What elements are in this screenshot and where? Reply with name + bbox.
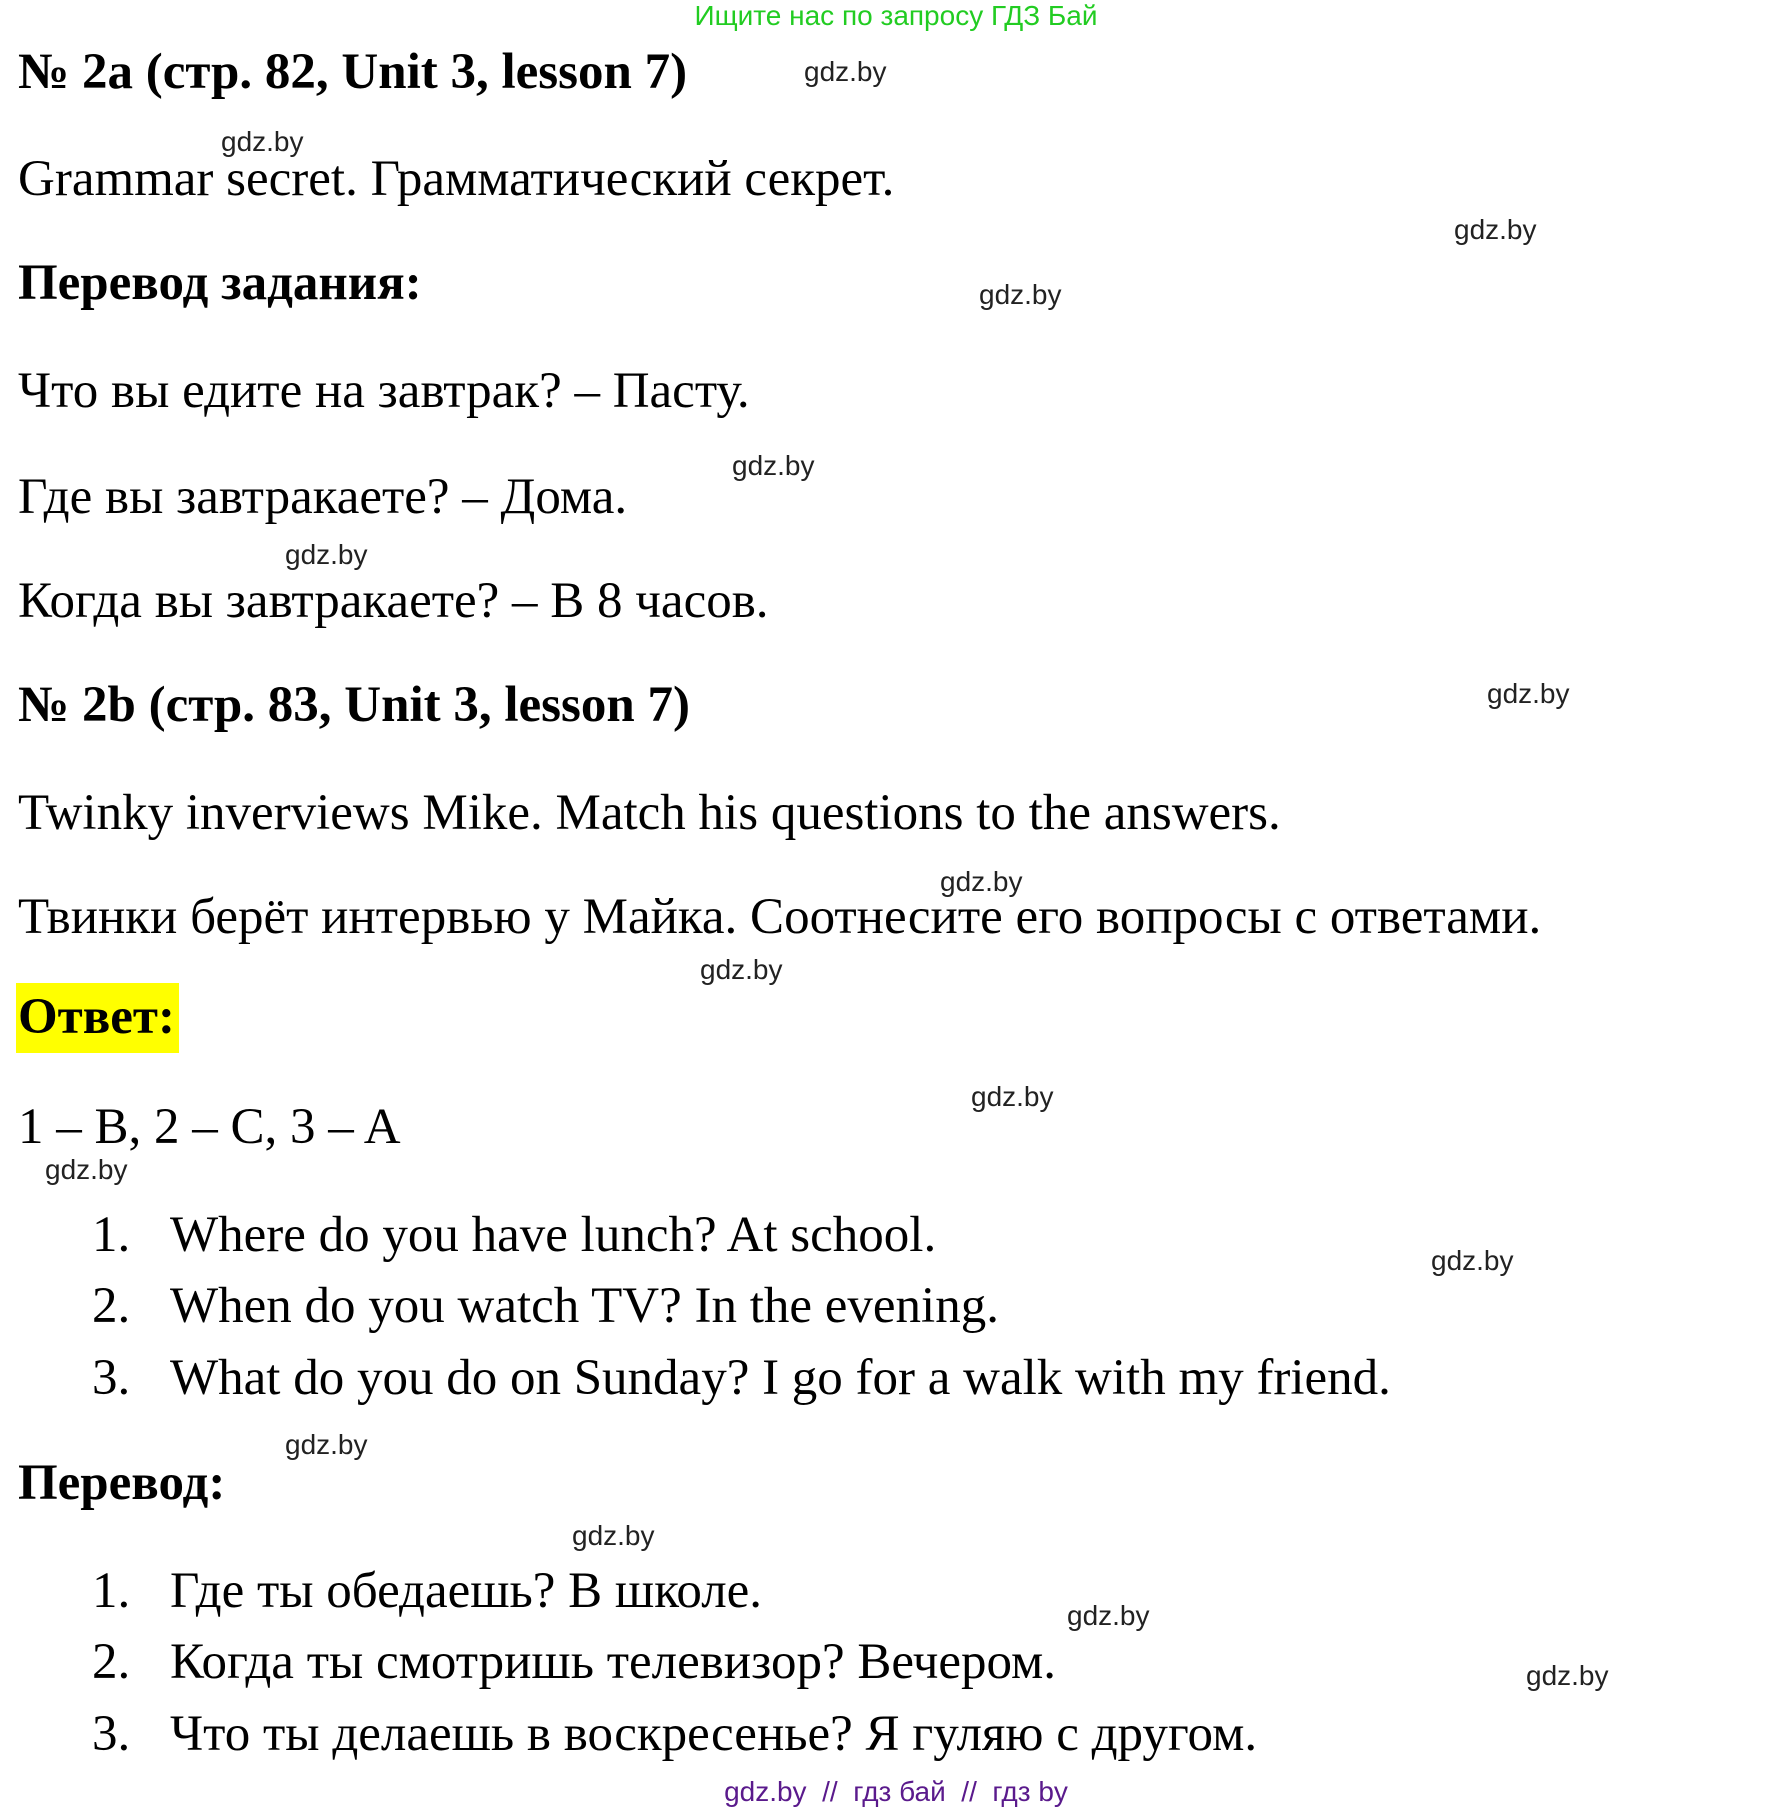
watermark: gdz.by xyxy=(804,56,887,87)
translation-item xyxy=(92,1706,1258,1762)
item-number: 2. xyxy=(92,1634,131,1690)
item-number: 3. xyxy=(92,1350,131,1406)
watermark: gdz.by xyxy=(700,954,783,985)
watermark: gdz.by xyxy=(1431,1245,1514,1276)
item-text: When do you watch TV? In the evening. xyxy=(170,1278,999,1334)
watermark: gdz.by xyxy=(940,866,1023,897)
watermark: gdz.by xyxy=(979,279,1062,310)
item-number: 2. xyxy=(92,1278,131,1334)
heading-2b: № 2b (стр. 83, Unit 3, lesson 7) xyxy=(18,677,690,733)
task-english: Twinky inverviews Mike. Match his questions to the answers. xyxy=(18,785,1281,841)
translation-line: Что вы едите на завтрак? – Пасту. xyxy=(18,363,750,419)
answer-item xyxy=(92,1350,1391,1406)
watermark: gdz.by xyxy=(732,450,815,481)
translation-label: Перевод: xyxy=(18,1455,226,1511)
watermark: gdz.by xyxy=(45,1154,128,1185)
answer-item xyxy=(92,1278,999,1334)
grammar-secret-title: Grammar secret. Грамматический секрет. xyxy=(18,151,895,207)
top-banner[interactable]: Ищите нас по запросу ГДЗ Бай xyxy=(694,0,1098,31)
watermark: gdz.by xyxy=(285,1429,368,1460)
watermark: gdz.by xyxy=(1454,214,1537,245)
watermark: gdz.by xyxy=(1487,678,1570,709)
answer-label: Ответ: xyxy=(16,983,179,1053)
translation-task-heading: Перевод задания: xyxy=(18,255,422,311)
translation-item xyxy=(92,1563,763,1619)
answer-item xyxy=(92,1207,937,1263)
watermark: gdz.by xyxy=(285,539,368,570)
translation-line: Когда вы завтракаете? – В 8 часов. xyxy=(18,573,769,629)
item-text: What do you do on Sunday? I go for a walk with my friend. xyxy=(170,1350,1391,1406)
watermark: gdz.by xyxy=(971,1081,1054,1112)
heading-2a: № 2a (стр. 82, Unit 3, lesson 7) xyxy=(18,44,688,100)
footer-links[interactable]: gdz.by // гдз бай // гдз by xyxy=(724,1776,1068,1807)
item-text: Когда ты смотришь телевизор? Вечером. xyxy=(170,1634,1057,1690)
item-text: Где ты обедаешь? В школе. xyxy=(170,1563,763,1619)
item-number: 1. xyxy=(92,1563,131,1619)
watermark: gdz.by xyxy=(1067,1600,1150,1631)
translation-line: Где вы завтракаете? – Дома. xyxy=(18,469,628,525)
item-text: Where do you have lunch? At school. xyxy=(170,1207,937,1263)
watermark: gdz.by xyxy=(572,1520,655,1551)
item-text: Что ты делаешь в воскресенье? Я гуляю с другом. xyxy=(170,1706,1258,1762)
answer-key: 1 – B, 2 – C, 3 – A xyxy=(18,1099,401,1155)
item-number: 3. xyxy=(92,1706,131,1762)
item-number: 1. xyxy=(92,1207,131,1263)
watermark: gdz.by xyxy=(1526,1660,1609,1691)
task-russian: Твинки берёт интервью у Майка. Соотнесите его вопросы с ответами. xyxy=(18,889,1542,945)
watermark: gdz.by xyxy=(221,126,304,157)
translation-item xyxy=(92,1634,1057,1690)
